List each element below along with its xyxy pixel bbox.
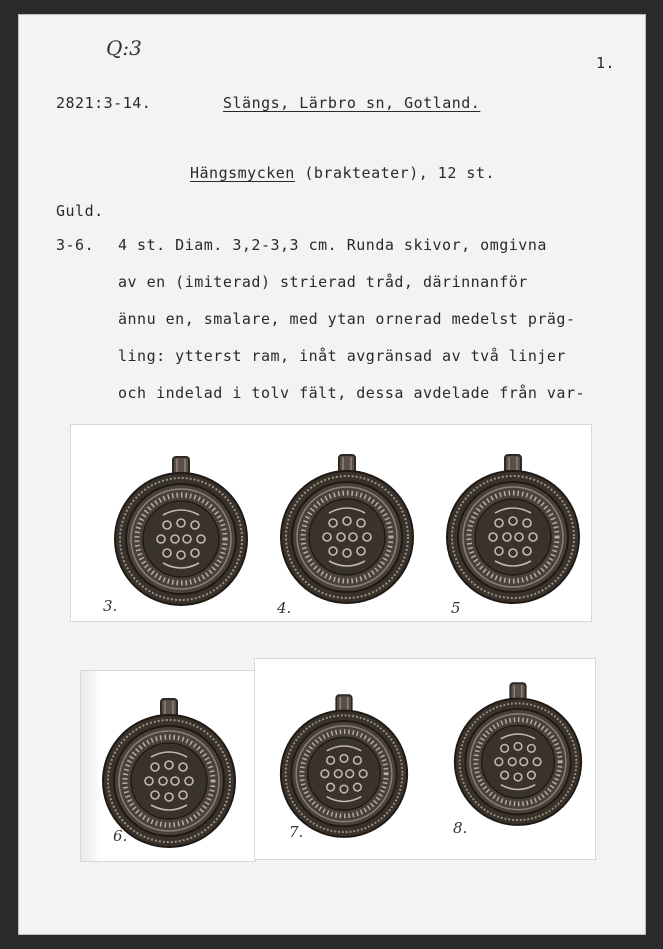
description-line-2: av en (imiterad) strierad tråd, därinnanför — [118, 273, 528, 291]
photo-strip-top — [70, 424, 592, 622]
location-title: Slängs, Lärbro sn, Gotland. — [223, 94, 481, 112]
subtitle-rest: (brakteater), 12 st. — [304, 164, 495, 182]
subtitle-underlined: Hängsmycken — [190, 164, 295, 182]
label-5: 5 — [451, 599, 461, 617]
bracteate-8 — [451, 679, 585, 833]
page-number: 1. — [596, 54, 616, 72]
bracteate-7 — [277, 691, 411, 845]
bracteate-4 — [277, 451, 417, 611]
entry-number: 3-6. — [56, 236, 95, 254]
description-line-3: ännu en, smalare, med ytan ornerad medelst präg- — [118, 310, 576, 328]
label-8: 8. — [453, 819, 468, 837]
description-line-5: och indelad i tolv fält, dessa avdelade från var- — [118, 384, 586, 402]
bracteate-3 — [111, 453, 251, 613]
catalog-number: 2821:3-14. — [56, 94, 152, 112]
label-3: 3. — [103, 597, 118, 615]
subtitle — [190, 164, 495, 182]
bracteate-5 — [443, 451, 583, 611]
handwritten-mark: Q:3 — [106, 36, 142, 60]
photo-strip-bottom-right — [254, 658, 596, 860]
material-label: Guld. — [56, 202, 104, 220]
label-7: 7. — [289, 823, 304, 841]
photo-strip-bottom-left — [80, 670, 256, 862]
label-6: 6. — [113, 827, 128, 845]
document-page — [18, 14, 646, 935]
description-line-4: ling: ytterst ram, inåt avgränsad av två linjer — [118, 347, 566, 365]
label-4: 4. — [277, 599, 292, 617]
description-line-1: 4 st. Diam. 3,2-3,3 cm. Runda skivor, omgivna — [118, 236, 547, 254]
